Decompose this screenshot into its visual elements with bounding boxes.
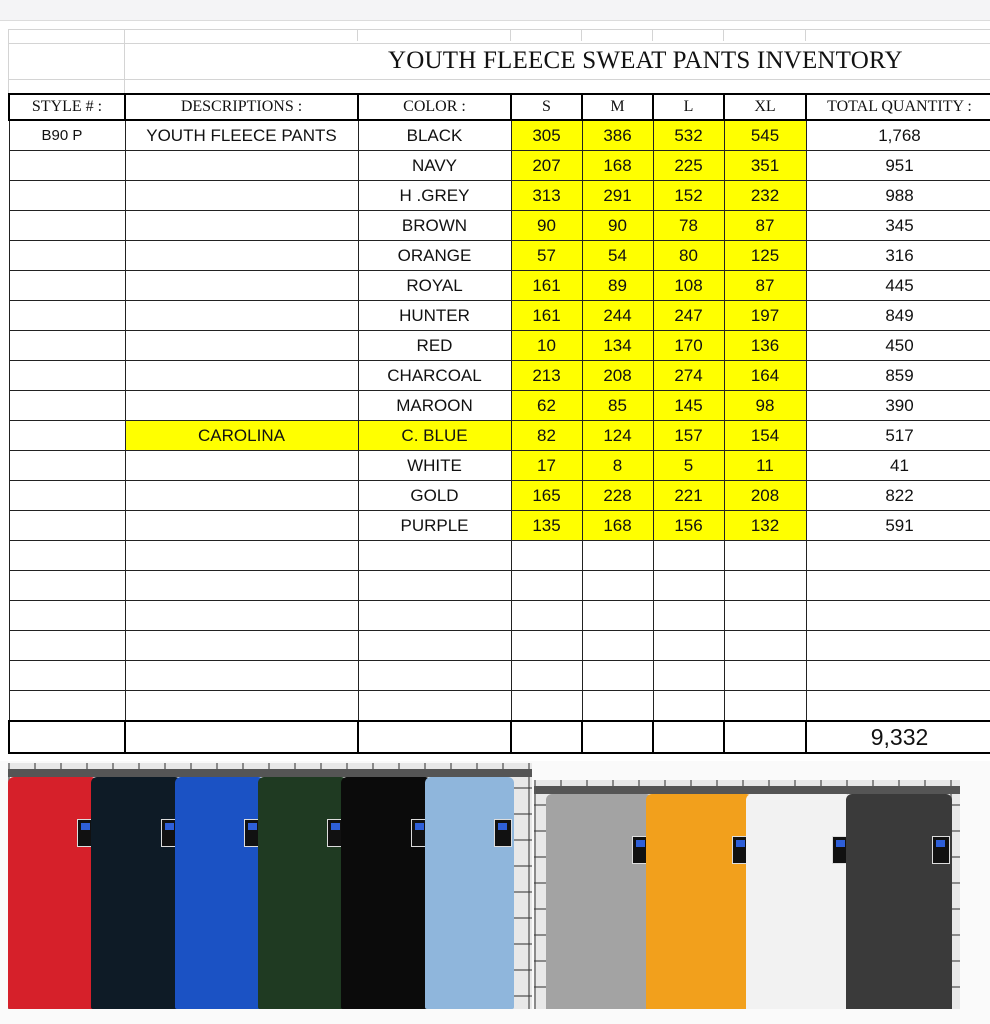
cell-size-m[interactable]: 168 [582, 151, 653, 181]
empty-cell[interactable] [724, 571, 806, 601]
cell-style-number[interactable]: B90 P [9, 120, 125, 151]
cell-color[interactable]: RED [358, 331, 511, 361]
cell-style-number[interactable] [9, 151, 125, 181]
empty-cell[interactable] [358, 541, 511, 571]
cell-size-l[interactable]: 274 [653, 361, 724, 391]
table-row [9, 451, 990, 481]
empty-cell[interactable] [582, 601, 653, 631]
cell-size-l[interactable]: 156 [653, 511, 724, 541]
empty-cell[interactable] [9, 691, 125, 722]
empty-cell[interactable] [653, 601, 724, 631]
empty-cell[interactable] [511, 631, 582, 661]
cell-style-number[interactable] [9, 331, 125, 361]
sheet-title: YOUTH FLEECE SWEAT PANTS INVENTORY [388, 47, 903, 74]
empty-cell[interactable] [724, 601, 806, 631]
cell-description[interactable] [125, 241, 358, 271]
cell-color[interactable]: HUNTER [358, 301, 511, 331]
table-body [9, 120, 990, 753]
cell-size-l[interactable]: 532 [653, 120, 724, 151]
table-row [9, 151, 990, 181]
header-description[interactable]: DESCRIPTIONS : [125, 94, 358, 120]
table-row [9, 181, 990, 211]
header-size-xl[interactable]: XL [724, 94, 806, 120]
pants-item [846, 794, 952, 1009]
empty-cell[interactable] [582, 691, 653, 722]
empty-cell[interactable] [653, 721, 724, 753]
empty-row [9, 691, 990, 722]
cell-total-quantity[interactable]: 41 [806, 451, 990, 481]
cell-size-m[interactable]: 90 [582, 211, 653, 241]
cell-description[interactable] [125, 361, 358, 391]
empty-row [9, 661, 990, 691]
header-style[interactable]: STYLE # : [9, 94, 125, 120]
cell-description[interactable] [125, 211, 358, 241]
table-row [9, 211, 990, 241]
empty-cell[interactable] [653, 691, 724, 722]
cell-size-m[interactable]: 89 [582, 271, 653, 301]
empty-cell[interactable] [724, 691, 806, 722]
pants-item [746, 794, 852, 1009]
cell-size-l[interactable]: 221 [653, 481, 724, 511]
pants-item [175, 777, 264, 1009]
table-row [9, 481, 990, 511]
cell-color[interactable]: C. BLUE [358, 421, 511, 451]
empty-cell[interactable] [806, 691, 990, 722]
cell-size-xl[interactable]: 232 [724, 181, 806, 211]
price-tag-icon [494, 819, 512, 847]
pants-item [8, 777, 97, 1009]
cell-style-number[interactable] [9, 421, 125, 451]
product-photo-left [8, 763, 532, 1009]
cell-size-xl[interactable]: 136 [724, 331, 806, 361]
empty-cell[interactable] [125, 631, 358, 661]
table-row [9, 271, 990, 301]
cell-size-l[interactable]: 80 [653, 241, 724, 271]
empty-cell[interactable] [125, 661, 358, 691]
cell-total-quantity[interactable]: 859 [806, 361, 990, 391]
cell-color[interactable]: MAROON [358, 391, 511, 421]
pants-item [258, 777, 347, 1009]
cell-description[interactable] [125, 301, 358, 331]
empty-cell[interactable] [806, 601, 990, 631]
cell-size-xl[interactable]: 545 [724, 120, 806, 151]
empty-cell[interactable] [9, 541, 125, 571]
cell-description[interactable]: YOUTH FLEECE PANTS [125, 120, 358, 151]
cell-size-s[interactable]: 313 [511, 181, 582, 211]
empty-cell[interactable] [511, 601, 582, 631]
cell-size-s[interactable]: 62 [511, 391, 582, 421]
cell-total-quantity[interactable]: 951 [806, 151, 990, 181]
cell-description[interactable] [125, 271, 358, 301]
empty-cell[interactable] [9, 721, 125, 753]
empty-cell[interactable] [125, 541, 358, 571]
cell-total-quantity[interactable]: 988 [806, 181, 990, 211]
empty-cell[interactable] [9, 631, 125, 661]
empty-cell[interactable] [582, 541, 653, 571]
cell-size-l[interactable]: 145 [653, 391, 724, 421]
cell-size-l[interactable]: 152 [653, 181, 724, 211]
empty-cell[interactable] [653, 541, 724, 571]
cell-style-number[interactable] [9, 391, 125, 421]
pants-item [546, 794, 652, 1009]
empty-cell[interactable] [9, 661, 125, 691]
empty-cell[interactable] [9, 571, 125, 601]
cell-size-m[interactable]: 228 [582, 481, 653, 511]
cell-description[interactable] [125, 451, 358, 481]
empty-cell[interactable] [724, 631, 806, 661]
total-row [9, 721, 990, 753]
cell-color[interactable]: WHITE [358, 451, 511, 481]
cell-description[interactable] [125, 151, 358, 181]
cell-size-m[interactable]: 386 [582, 120, 653, 151]
cell-size-xl[interactable]: 87 [724, 271, 806, 301]
empty-cell[interactable] [582, 661, 653, 691]
table-row [9, 301, 990, 331]
window-top-bar [0, 0, 990, 21]
cell-total-quantity[interactable]: 822 [806, 481, 990, 511]
empty-cell[interactable] [806, 571, 990, 601]
cell-size-s[interactable]: 161 [511, 301, 582, 331]
cell-size-m[interactable]: 208 [582, 361, 653, 391]
cell-color[interactable]: CHARCOAL [358, 361, 511, 391]
cell-size-m[interactable]: 8 [582, 451, 653, 481]
cell-style-number[interactable] [9, 361, 125, 391]
empty-cell[interactable] [653, 631, 724, 661]
cell-size-m[interactable]: 168 [582, 511, 653, 541]
cell-size-m[interactable]: 124 [582, 421, 653, 451]
empty-row [9, 631, 990, 661]
cell-style-number[interactable] [9, 481, 125, 511]
cell-size-l[interactable]: 78 [653, 211, 724, 241]
empty-cell[interactable] [653, 571, 724, 601]
cell-size-l[interactable]: 157 [653, 421, 724, 451]
cell-color[interactable]: NAVY [358, 151, 511, 181]
table-row [9, 120, 990, 151]
cell-size-s[interactable]: 305 [511, 120, 582, 151]
cell-style-number[interactable] [9, 301, 125, 331]
cell-size-s[interactable]: 135 [511, 511, 582, 541]
header-row [9, 94, 990, 120]
cell-style-number[interactable] [9, 211, 125, 241]
cell-size-s[interactable]: 207 [511, 151, 582, 181]
cell-size-xl[interactable]: 154 [724, 421, 806, 451]
empty-cell[interactable] [724, 661, 806, 691]
cell-size-xl[interactable]: 87 [724, 211, 806, 241]
empty-cell[interactable] [358, 601, 511, 631]
empty-cell[interactable] [358, 691, 511, 722]
header-total-quantity[interactable]: TOTAL QUANTITY : [806, 94, 990, 120]
table-row [9, 511, 990, 541]
inventory-table [8, 93, 990, 754]
header-color[interactable]: COLOR : [358, 94, 511, 120]
table-row [9, 331, 990, 361]
cell-style-number[interactable] [9, 451, 125, 481]
cell-size-xl[interactable]: 98 [724, 391, 806, 421]
empty-cell[interactable] [653, 661, 724, 691]
header-size-l[interactable]: L [653, 94, 724, 120]
table-row [9, 361, 990, 391]
empty-cell[interactable] [358, 721, 511, 753]
cell-description[interactable] [125, 481, 358, 511]
cell-color[interactable]: BLACK [358, 120, 511, 151]
header-size-m[interactable]: M [582, 94, 653, 120]
cell-size-xl[interactable]: 125 [724, 241, 806, 271]
price-tag-icon [932, 836, 950, 864]
empty-cell[interactable] [358, 571, 511, 601]
cell-size-s[interactable]: 57 [511, 241, 582, 271]
empty-cell[interactable] [582, 571, 653, 601]
cell-description[interactable] [125, 391, 358, 421]
empty-cell[interactable] [511, 691, 582, 722]
empty-cell[interactable] [511, 571, 582, 601]
cell-size-s[interactable]: 82 [511, 421, 582, 451]
cell-size-l[interactable]: 170 [653, 331, 724, 361]
cell-size-m[interactable]: 244 [582, 301, 653, 331]
cell-size-xl[interactable]: 197 [724, 301, 806, 331]
empty-cell[interactable] [358, 631, 511, 661]
empty-row [9, 571, 990, 601]
cell-total-quantity[interactable]: 1,768 [806, 120, 990, 151]
pants-item [425, 777, 514, 1009]
empty-cell[interactable] [9, 601, 125, 631]
spreadsheet [0, 21, 990, 761]
cell-description[interactable]: CAROLINA [125, 421, 358, 451]
pants-item [91, 777, 180, 1009]
hanger-bar [534, 786, 960, 794]
cell-total-quantity[interactable]: 591 [806, 511, 990, 541]
empty-cell[interactable] [511, 721, 582, 753]
cell-size-l[interactable]: 247 [653, 301, 724, 331]
cell-size-xl[interactable]: 351 [724, 151, 806, 181]
cell-color[interactable]: ORANGE [358, 241, 511, 271]
empty-cell[interactable] [582, 631, 653, 661]
empty-cell[interactable] [511, 661, 582, 691]
cell-style-number[interactable] [9, 511, 125, 541]
empty-row [9, 601, 990, 631]
cell-color[interactable]: PURPLE [358, 511, 511, 541]
cell-size-m[interactable]: 134 [582, 331, 653, 361]
cell-total-quantity[interactable]: 390 [806, 391, 990, 421]
empty-cell[interactable] [806, 541, 990, 571]
cell-size-m[interactable]: 291 [582, 181, 653, 211]
cell-size-l[interactable]: 225 [653, 151, 724, 181]
empty-cell[interactable] [358, 661, 511, 691]
empty-cell[interactable] [806, 631, 990, 661]
cell-total-quantity[interactable]: 450 [806, 331, 990, 361]
cell-color[interactable]: ROYAL [358, 271, 511, 301]
cell-total-quantity[interactable]: 445 [806, 271, 990, 301]
cell-total-quantity[interactable]: 517 [806, 421, 990, 451]
cell-size-l[interactable]: 108 [653, 271, 724, 301]
empty-cell[interactable] [125, 691, 358, 722]
cell-total-quantity[interactable]: 345 [806, 211, 990, 241]
cell-total-quantity[interactable]: 316 [806, 241, 990, 271]
hanger-bar [8, 769, 532, 777]
empty-row [9, 541, 990, 571]
cell-size-xl[interactable]: 208 [724, 481, 806, 511]
empty-cell[interactable] [125, 571, 358, 601]
cell-size-s[interactable]: 10 [511, 331, 582, 361]
header-size-s[interactable]: S [511, 94, 582, 120]
cell-size-xl[interactable]: 11 [724, 451, 806, 481]
empty-cell[interactable] [724, 541, 806, 571]
table-row [9, 241, 990, 271]
cell-description[interactable] [125, 181, 358, 211]
cell-size-m[interactable]: 85 [582, 391, 653, 421]
cell-size-xl[interactable]: 132 [724, 511, 806, 541]
cell-size-s[interactable]: 90 [511, 211, 582, 241]
cell-size-s[interactable]: 161 [511, 271, 582, 301]
cell-size-m[interactable]: 54 [582, 241, 653, 271]
pants-item [646, 794, 752, 1009]
empty-cell[interactable] [511, 541, 582, 571]
cell-size-s[interactable]: 165 [511, 481, 582, 511]
pants-item [341, 777, 430, 1009]
empty-cell[interactable] [125, 721, 358, 753]
cell-style-number[interactable] [9, 241, 125, 271]
empty-cell[interactable] [582, 721, 653, 753]
product-photo-right [534, 780, 960, 1009]
table-row [9, 391, 990, 421]
cell-style-number[interactable] [9, 271, 125, 301]
cell-description[interactable] [125, 511, 358, 541]
cell-description[interactable] [125, 331, 358, 361]
cell-color[interactable]: BROWN [358, 211, 511, 241]
cell-total-quantity[interactable]: 849 [806, 301, 990, 331]
cell-size-xl[interactable]: 164 [724, 361, 806, 391]
empty-cell[interactable] [806, 661, 990, 691]
cell-color[interactable]: H .GREY [358, 181, 511, 211]
empty-cell[interactable] [125, 601, 358, 631]
cell-color[interactable]: GOLD [358, 481, 511, 511]
cell-size-l[interactable]: 5 [653, 451, 724, 481]
grand-total[interactable]: 9,332 [806, 721, 990, 753]
cell-size-s[interactable]: 17 [511, 451, 582, 481]
cell-size-s[interactable]: 213 [511, 361, 582, 391]
empty-cell[interactable] [724, 721, 806, 753]
cell-style-number[interactable] [9, 181, 125, 211]
table-row [9, 421, 990, 451]
